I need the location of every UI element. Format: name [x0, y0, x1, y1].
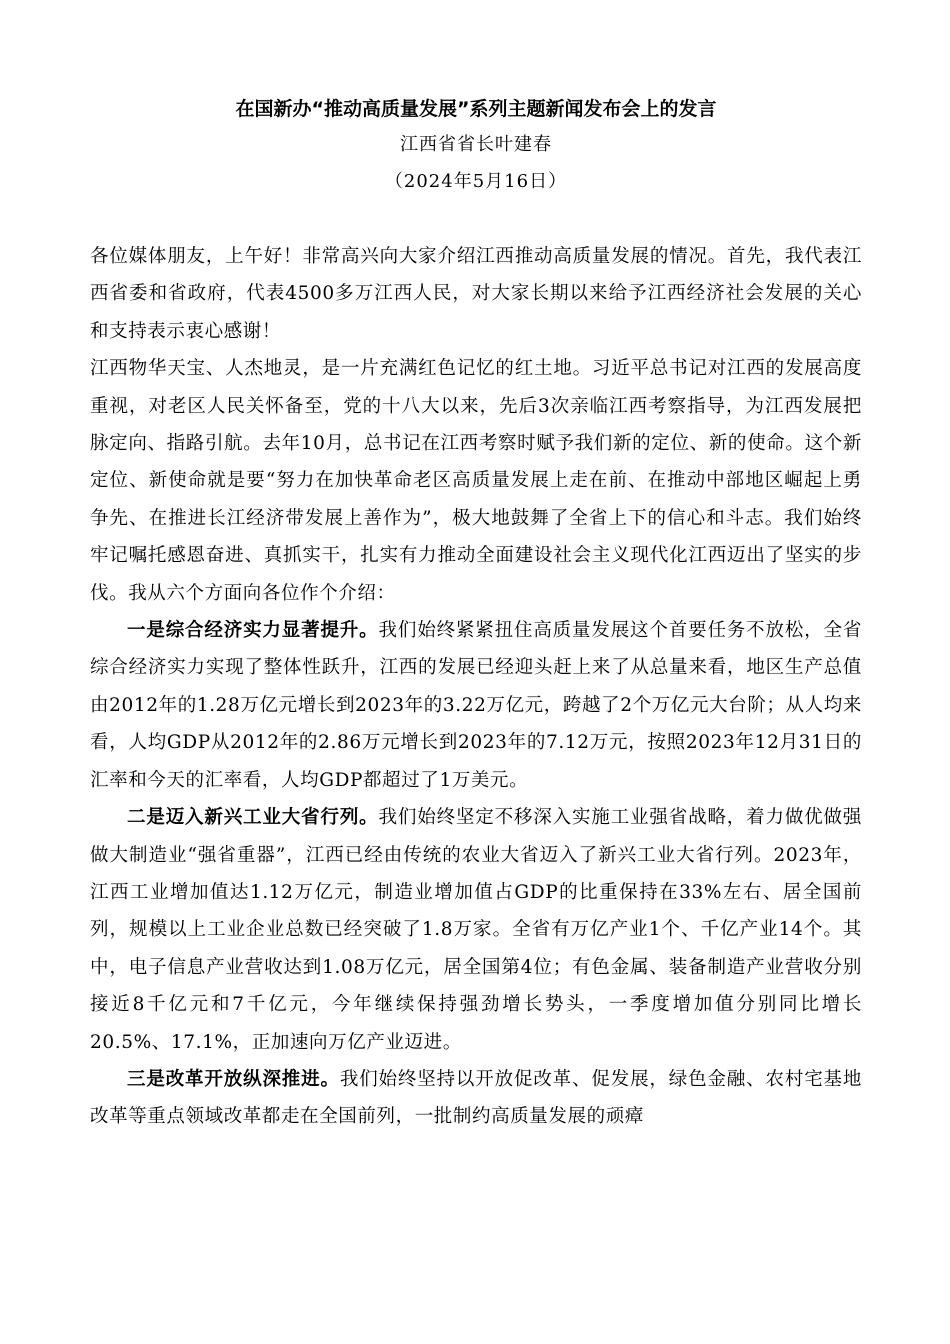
- paragraph-reform: [90, 1061, 862, 1136]
- paragraph-text: 江西物华天宝、人杰地灵，是一片充满红色记忆的红土地。习近平总书记对江西的发展高度重视，对老区人民关怀备至，党的十八大以来，先后3次亲临江西考察指导，为江西发展把脉定向、指路引航。去年10月，总书记在江西考察时赋予我们新的定位、新的使命。这个新定位、新使命就是要“努力在加快革命老区高质量发展上走在前、在推动中部地区崛起上勇争先、在推进长江经济带发展上善作为”，极大地鼓舞了全省上下的信心和斗志。我们始终牢记嘱托感恩奋进、真抓实干，扎实有力推动全面建设社会主义现代化江西迈出了坚实的步伐。我从六个方面向各位作个介绍：: [90, 358, 862, 604]
- document-page: [90, 92, 862, 1136]
- paragraph-text: 各位媒体朋友，上午好！非常高兴向大家介绍江西推动高质量发展的情况。首先，我代表江西省委和省政府，代表4500多万江西人民，对大家长期以来给予江西经济社会发展的关心和支持表示衷心感谢！: [90, 246, 862, 342]
- paragraph-lead: 二是迈入新兴工业大省行列。: [127, 807, 379, 829]
- paragraph-greeting: [90, 238, 862, 350]
- paragraph-industry: [90, 799, 862, 1061]
- paragraph-intro: [90, 350, 862, 612]
- paragraph-lead: 一是综合经济实力显著提升。: [127, 620, 379, 642]
- document-date: （2024年5月16日）: [384, 171, 568, 192]
- paragraph-lead: 三是改革开放纵深推进。: [127, 1068, 340, 1090]
- paragraph-text: 我们始终坚持以开放促改革、促发展，绿色金融、农村宅基地改革等重点领域改革都走在全国前列，一批制约高质量发展的顽瘴: [90, 1068, 863, 1128]
- document-title: 在国新办“推动高质量发展”系列主题新闻发布会上的发言: [235, 98, 717, 120]
- document-body: [90, 238, 862, 1136]
- document-author: 江西省省长叶建春: [400, 134, 552, 155]
- paragraph-text: 我们始终紧紧扭住高质量发展这个首要任务不放松，全省综合经济实力实现了整体性跃升，江西的发展已经迎头赶上来了从总量来看，地区生产总值由2012年的1.28万亿元增长到2023年的3.22万亿元，跨越了2个万亿元大台阶；从人均来看，人均GDP从2012年的2.86万元增长到2023年的7.12万元，按照2023年12月31日的汇率和今天的汇率看，人均GDP都超过了1万美元。: [90, 620, 862, 791]
- paragraph-economy: [90, 612, 862, 799]
- paragraph-text: 我们始终坚定不移深入实施工业强省战略，着力做优做强做大制造业“强省重器”，江西已经由传统的农业大省迈入了新兴工业大省行列。2023年，江西工业增加值达1.12万亿元，制造业增加值占GDP的比重保持在33%左右、居全国前列，规模以上工业企业总数已经突破了1.8万家。全省有万亿产业1个、千亿产业14个。其中，电子信息产业营收达到1.08万亿元，居全国第4位；有色金属、装备制造产业营收分别接近8千亿元和7千亿元，今年继续保持强劲增长势头，一季度增加值分别同比增长20.5%、17.1%，正加速向万亿产业迈进。: [90, 807, 862, 1053]
